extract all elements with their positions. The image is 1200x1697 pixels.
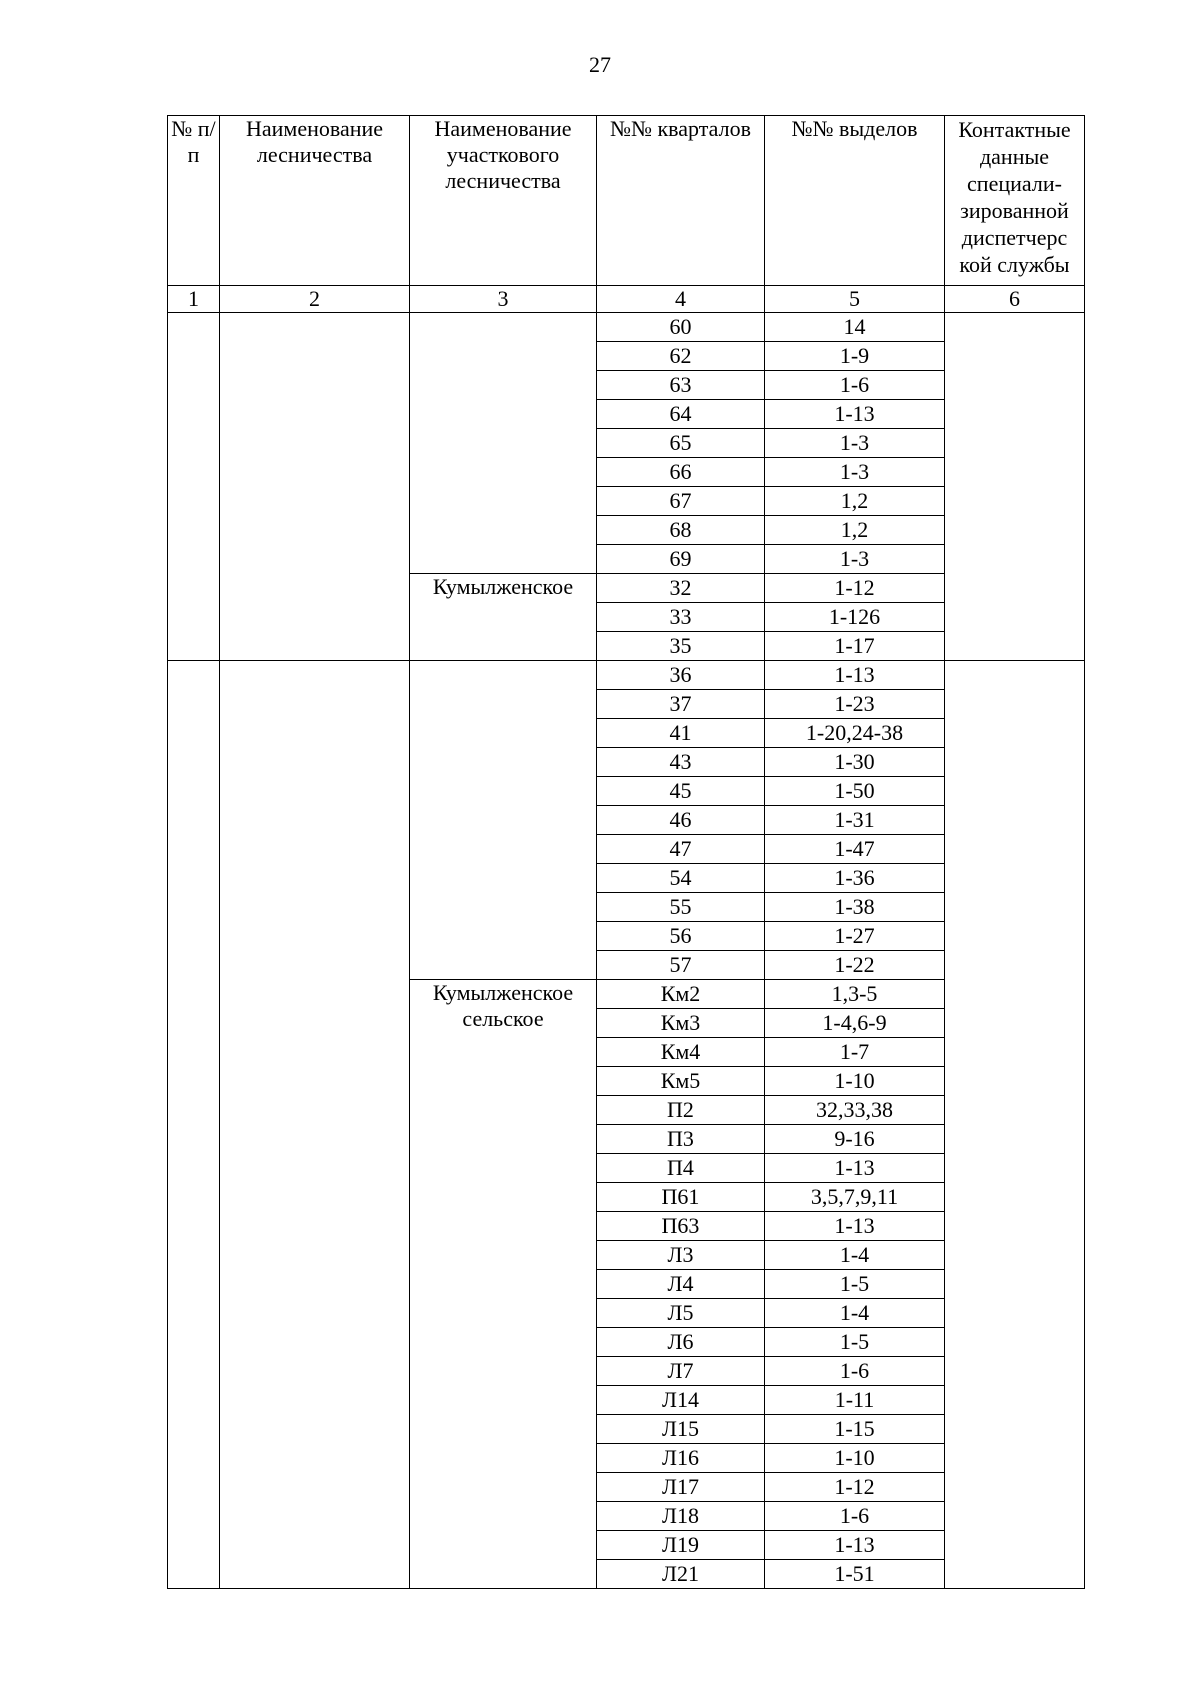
allotment-cell: 1-6 bbox=[765, 371, 945, 400]
allotment-cell: 1-11 bbox=[765, 1386, 945, 1415]
quarter-cell: Л21 bbox=[597, 1560, 765, 1589]
quarter-cell: Л19 bbox=[597, 1531, 765, 1560]
quarter-cell: 56 bbox=[597, 922, 765, 951]
quarter-cell: Л6 bbox=[597, 1328, 765, 1357]
district-forestry-name: Кумылженское bbox=[410, 574, 597, 661]
allotment-cell: 1-22 bbox=[765, 951, 945, 980]
quarter-cell: Л18 bbox=[597, 1502, 765, 1531]
header-forestry: Наименование лесничества bbox=[220, 116, 410, 286]
allotment-cell: 1-38 bbox=[765, 893, 945, 922]
header-contact-data: Контактные данные специали-зированной диспетчерс кой службы bbox=[945, 116, 1085, 286]
contact-cell bbox=[945, 313, 1085, 661]
quarter-cell: П4 bbox=[597, 1154, 765, 1183]
allotment-cell: 1-30 bbox=[765, 748, 945, 777]
quarter-cell: Л3 bbox=[597, 1241, 765, 1270]
column-number-2: 2 bbox=[220, 286, 410, 313]
quarter-cell: 68 bbox=[597, 516, 765, 545]
allotment-cell: 1-3 bbox=[765, 429, 945, 458]
allotment-cell: 1-13 bbox=[765, 1154, 945, 1183]
quarter-cell: 69 bbox=[597, 545, 765, 574]
allotment-cell: 1,3-5 bbox=[765, 980, 945, 1009]
allotment-cell: 14 bbox=[765, 313, 945, 342]
allotment-cell: 1-3 bbox=[765, 545, 945, 574]
quarter-cell: 67 bbox=[597, 487, 765, 516]
allotment-cell: 1-4,6-9 bbox=[765, 1009, 945, 1038]
column-number-5: 5 bbox=[765, 286, 945, 313]
column-number-row bbox=[168, 286, 1085, 313]
quarter-cell: Км5 bbox=[597, 1067, 765, 1096]
page-number: 27 bbox=[589, 52, 611, 77]
allotment-cell: 1-5 bbox=[765, 1270, 945, 1299]
allotment-cell: 1-31 bbox=[765, 806, 945, 835]
district-forestry-cell bbox=[410, 313, 597, 574]
forest-quarters-table bbox=[167, 115, 1085, 1589]
allotment-cell: 1-51 bbox=[765, 1560, 945, 1589]
allotment-cell: 1-13 bbox=[765, 1212, 945, 1241]
allotment-cell: 9-16 bbox=[765, 1125, 945, 1154]
allotment-cell: 1-20,24-38 bbox=[765, 719, 945, 748]
quarter-cell: Л5 bbox=[597, 1299, 765, 1328]
quarter-cell: П63 bbox=[597, 1212, 765, 1241]
header-quarters: №№ кварталов bbox=[597, 116, 765, 286]
quarter-cell: П2 bbox=[597, 1096, 765, 1125]
quarter-cell: Л17 bbox=[597, 1473, 765, 1502]
header-row bbox=[168, 116, 1085, 286]
quarter-cell: 55 bbox=[597, 893, 765, 922]
quarter-cell: П61 bbox=[597, 1183, 765, 1212]
forestry-cell bbox=[220, 661, 410, 1589]
allotment-cell: 1-12 bbox=[765, 1473, 945, 1502]
allotment-cell: 1-10 bbox=[765, 1444, 945, 1473]
allotment-cell: 1-50 bbox=[765, 777, 945, 806]
allotment-cell: 1-7 bbox=[765, 1038, 945, 1067]
district-forestry-name: Кумылженское сельское bbox=[410, 980, 597, 1589]
allotment-cell: 1-27 bbox=[765, 922, 945, 951]
allotment-cell: 1,2 bbox=[765, 516, 945, 545]
quarter-cell: Км4 bbox=[597, 1038, 765, 1067]
allotment-cell: 1-9 bbox=[765, 342, 945, 371]
forestry-cell bbox=[220, 313, 410, 661]
contact-cell bbox=[945, 661, 1085, 1589]
quarter-cell: 43 bbox=[597, 748, 765, 777]
quarter-cell: 54 bbox=[597, 864, 765, 893]
district-forestry-cell bbox=[410, 661, 597, 980]
number-cell bbox=[168, 313, 220, 661]
allotment-cell: 1-13 bbox=[765, 1531, 945, 1560]
table-row bbox=[168, 661, 1085, 690]
quarter-cell: Л14 bbox=[597, 1386, 765, 1415]
quarter-cell: 57 bbox=[597, 951, 765, 980]
header-allotments: №№ выделов bbox=[765, 116, 945, 286]
quarter-cell: Л7 bbox=[597, 1357, 765, 1386]
allotment-cell: 1-23 bbox=[765, 690, 945, 719]
quarter-cell: 60 bbox=[597, 313, 765, 342]
quarter-cell: 65 bbox=[597, 429, 765, 458]
column-number-1: 1 bbox=[168, 286, 220, 313]
quarter-cell: Км3 bbox=[597, 1009, 765, 1038]
allotment-cell: 1-13 bbox=[765, 400, 945, 429]
quarter-cell: 63 bbox=[597, 371, 765, 400]
column-number-4: 4 bbox=[597, 286, 765, 313]
quarter-cell: 62 bbox=[597, 342, 765, 371]
quarter-cell: Л4 bbox=[597, 1270, 765, 1299]
allotment-cell: 1-10 bbox=[765, 1067, 945, 1096]
quarter-cell: 46 bbox=[597, 806, 765, 835]
allotment-cell: 3,5,7,9,11 bbox=[765, 1183, 945, 1212]
allotment-cell: 1-36 bbox=[765, 864, 945, 893]
allotment-cell: 1-15 bbox=[765, 1415, 945, 1444]
quarter-cell: 33 bbox=[597, 603, 765, 632]
allotment-cell: 1-3 bbox=[765, 458, 945, 487]
quarter-cell: Л15 bbox=[597, 1415, 765, 1444]
quarter-cell: 47 bbox=[597, 835, 765, 864]
quarter-cell: 35 bbox=[597, 632, 765, 661]
allotment-cell: 1-126 bbox=[765, 603, 945, 632]
allotment-cell: 1-6 bbox=[765, 1502, 945, 1531]
allotment-cell: 1-4 bbox=[765, 1241, 945, 1270]
allotment-cell: 1-6 bbox=[765, 1357, 945, 1386]
header-district-forestry: Наименование участкового лесничества bbox=[410, 116, 597, 286]
allotment-cell: 1-12 bbox=[765, 574, 945, 603]
table-row bbox=[168, 313, 1085, 342]
header-number: № п/п bbox=[168, 116, 220, 286]
quarter-cell: 66 bbox=[597, 458, 765, 487]
allotment-cell: 1,2 bbox=[765, 487, 945, 516]
quarter-cell: 41 bbox=[597, 719, 765, 748]
quarter-cell: 64 bbox=[597, 400, 765, 429]
allotment-cell: 1-17 bbox=[765, 632, 945, 661]
allotment-cell: 1-47 bbox=[765, 835, 945, 864]
quarter-cell: Л16 bbox=[597, 1444, 765, 1473]
number-cell bbox=[168, 661, 220, 1589]
column-number-6: 6 bbox=[945, 286, 1085, 313]
allotment-cell: 32,33,38 bbox=[765, 1096, 945, 1125]
column-number-3: 3 bbox=[410, 286, 597, 313]
allotment-cell: 1-13 bbox=[765, 661, 945, 690]
quarter-cell: 37 bbox=[597, 690, 765, 719]
quarter-cell: 45 bbox=[597, 777, 765, 806]
quarter-cell: П3 bbox=[597, 1125, 765, 1154]
quarter-cell: 32 bbox=[597, 574, 765, 603]
allotment-cell: 1-4 bbox=[765, 1299, 945, 1328]
quarter-cell: 36 bbox=[597, 661, 765, 690]
allotment-cell: 1-5 bbox=[765, 1328, 945, 1357]
quarter-cell: Км2 bbox=[597, 980, 765, 1009]
table-body bbox=[168, 313, 1085, 1589]
